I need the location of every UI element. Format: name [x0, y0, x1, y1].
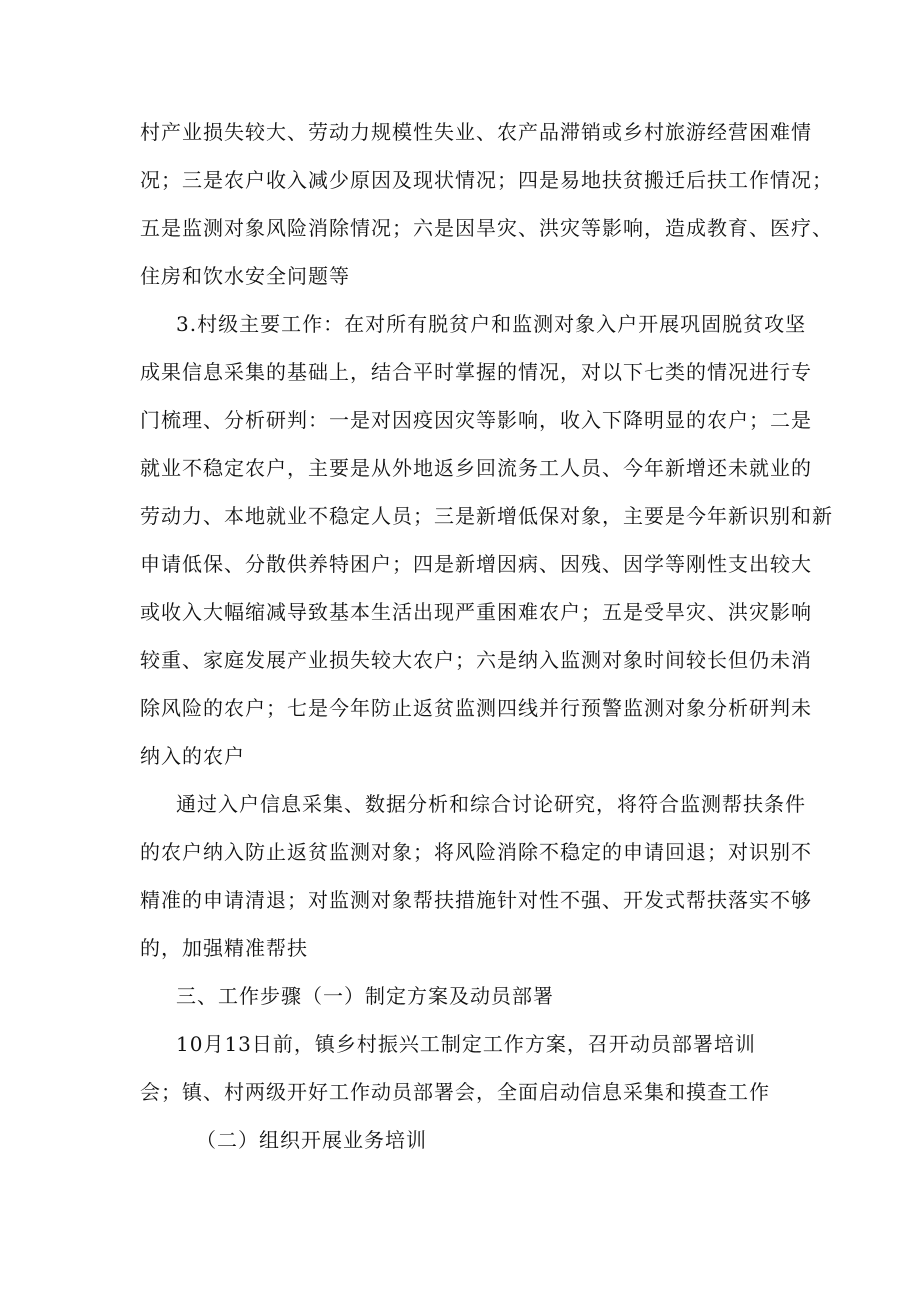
paragraph-line: 况；三是农户收入减少原因及现状情况；四是易地扶贫搬迁后扶工作情况； [140, 168, 833, 192]
paragraph-line: 或收入大幅缩减导致基本生活出现严重困难农户；五是受旱灾、洪灾影响 [140, 600, 812, 624]
section-heading: 三、工作步骤（一）制定方案及动员部署 [176, 984, 554, 1008]
paragraph-line: 的农户纳入防止返贫监测对象；将风险消除不稳定的申请回退；对识别不 [140, 840, 812, 864]
paragraph-line: 的，加强精准帮扶 [140, 936, 308, 960]
paragraph-line: 劳动力、本地就业不稳定人员；三是新增低保对象，主要是今年新识别和新 [140, 504, 833, 528]
paragraph-line: 住房和饮水安全问题等 [140, 264, 350, 288]
paragraph-line: 门梳理、分析研判：一是对因疫因灾等影响，收入下降明显的农户；二是 [140, 408, 812, 432]
paragraph-line: 纳入的农户 [140, 744, 245, 768]
paragraph-line: 通过入户信息采集、数据分析和综合讨论研究，将符合监测帮扶条件 [176, 792, 806, 816]
subsection-heading: （二）组织开展业务培训 [196, 1128, 427, 1152]
paragraph-line: 10月13日前，镇乡村振兴工制定工作方案，召开动员部署培训 [176, 1032, 756, 1056]
paragraph-line: 3.村级主要工作：在对所有脱贫户和监测对象入户开展巩固脱贫攻坚 [176, 312, 807, 336]
paragraph-line: 就业不稳定农户，主要是从外地返乡回流务工人员、今年新增还未就业的 [140, 456, 812, 480]
paragraph-line: 会；镇、村两级开好工作动员部署会，全面启动信息采集和摸查工作 [140, 1080, 770, 1104]
paragraph-line: 成果信息采集的基础上，结合平时掌握的情况，对以下七类的情况进行专 [140, 360, 812, 384]
paragraph-line: 除风险的农户；七是今年防止返贫监测四线并行预警监测对象分析研判未 [140, 696, 812, 720]
paragraph-line: 村产业损失较大、劳动力规模性失业、农产品滞销或乡村旅游经营困难情 [140, 120, 812, 144]
paragraph-line: 五是监测对象风险消除情况；六是因旱灾、洪灾等影响，造成教育、医疗、 [140, 216, 833, 240]
paragraph-line: 较重、家庭发展产业损失较大农户；六是纳入监测对象时间较长但仍未消 [140, 648, 812, 672]
paragraph-line: 申请低保、分散供养特困户；四是新增因病、因残、因学等刚性支出较大 [140, 552, 812, 576]
paragraph-line: 精准的申请清退；对监测对象帮扶措施针对性不强、开发式帮扶落实不够 [140, 888, 812, 912]
